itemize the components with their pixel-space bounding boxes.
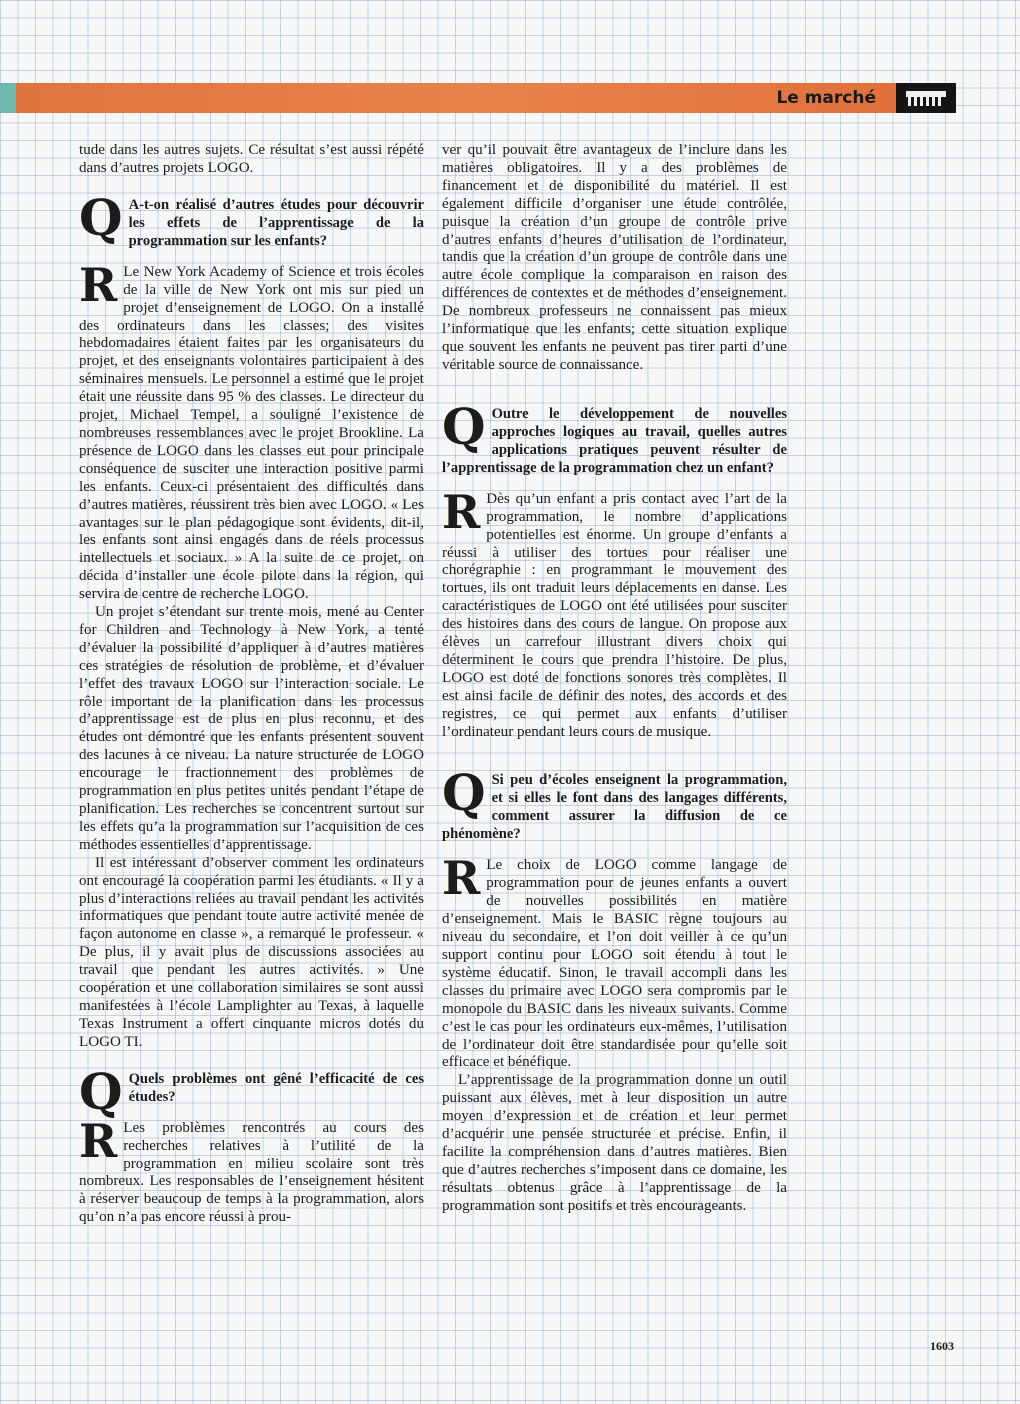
question-2-text: Quels problèmes ont gêné l’efficacité de ces études? (128, 1070, 424, 1105)
answer-1-paragraph-2: Un projet s’étendant sur trente mois, mené au Center for Children and Technology à New York, a tenté d’évaluer la possibilité d’appliquer à d’autres matières ces stratégies de résolution de problème, et d’évaluer l’effet des travaux LOGO sur l’interaction sociale. Le rôle important de la planification dans les processus d’apprentissage est de plus en plus reconnu, et des études ont démontré que les enfants présentent souvent des lacunes à ce niveau. La nature structurée de LOGO encourage le fractionnement des problèmes de programmation en plus petites unités pendant l’étape de planification. Les recherches se concentrent surtout sur les effets qu’a la programmation sur l’acquisition de ces méthodes essentielles d’apprentissage. (79, 604, 424, 853)
answer-2-continued: ver qu’il pouvait être avantageux de l’inclure dans les matières obligatoires. Il y a des problèmes de financement et de disponibilité du matériel. Il est également difficile d’organiser une étude contrôlée, puisque la création d’un groupe de contrôle prive d’autres enfants d’heures d’utilisation de l’ordinateur, tandis que la création d’un groupe de contrôle dans une autre école complique la comparaison en raison des différences de contextes et de méthodes d’enseignement. De nombreux professeurs ne connaissent pas mieux l’informatique que les enfants; cette situation explique que souvent les enfants ne peuvent pas tirer parti d’une véritable source de connaissance. (442, 142, 787, 373)
answer-4-text: Le choix de LOGO comme langage de programmation pour de jeunes enfants a ouvert de nouvelles possibilités en matière d’enseignement. Mais le BASIC règne toujours au niveau du secondaire, et l’on doit veiller à ce qu’un support continu pour LOGO soit étendu à tout le système éducatif. Sinon, le travail accompli dans les classes du primaire avec LOGO sera compromis par le monopole du BASIC dans les niveaux suivants. Comme c’est le cas pour les ordinateurs eux-mêmes, l’utilisation de l’ordinateur doit être standardisée pour qu’elle soit efficace et bénéfique. (442, 857, 787, 1071)
answer-2 (79, 1113, 424, 1227)
intro-paragraph: tude dans les autres sujets. Ce résultat s’est aussi répété dans d’autres projets LOGO. (79, 142, 424, 176)
question-2 (79, 1061, 424, 1121)
section-title: Le marché (776, 88, 876, 108)
drop-cap-q: Q (79, 187, 123, 247)
answer-4-paragraph-2: L’apprentissage de la programmation donne un outil puissant aux élèves, met à leur disposition un autre moyen d’expression et de création et leur permet d’acquérir une pensée structurée et précise. Enfin, il facilite la compréhension dans d’autres matières. Bien que d’autres recherches s’imposent dans ce domaine, les résultats obtenus grâce à l’apprentissage de la programmation sont positifs et très encourageants. (442, 1072, 787, 1214)
answer-2-text: Les problèmes rencontrés au cours des recherches relatives à l’utilité de la programmation en milieu scolaire sont très nombreux. Les responsables de l’enseignement hésitent à réserver beaucoup de temps à la programmation, alors qu’on n’a pas encore réussi à prou- (79, 1119, 424, 1226)
drop-cap-r: R (442, 484, 481, 539)
answer-1-text: Le New York Academy of Science et trois écoles de la ville de New York ont mis sur pied un projet d’enseignement de LOGO. On a installé des ordinateurs dans les classes; des visites hebdomadaires étaient faites par les organisateurs du projet, et des enseignants volontaires participaient à des séminaires mensuels. Le personnel a estimé que le projet était une réussite dans 95 % des classes. Le directeur du projet, Michael Tempel, a souligné l’existence de nombreuses ressemblances avec le projet Brookline. La présence de LOGO dans les classes eut pour principale conséquence de susciter une interaction positive parmi les enfants. Ceux-ci présentaient des difficultés dans d’autres matières, réussirent très bien avec LOGO. « Les avantages sur le plan pédagogique sont évidents, dit-il, les enfants sont ainsi engagés dans de réels processus intellectuels et sociaux. » A la suite de ce projet, on décida d’installer une école pilote dans la région, qui servira de centre de recherche LOGO. (79, 263, 424, 603)
left-column (79, 142, 424, 1227)
page-number: 1603 (930, 1339, 954, 1353)
answer-3-text: Dès qu’un enfant a pris contact avec l’art de la programmation, le nombre d’applications potentielles est énorme. Un groupe d’enfants a réussi à utiliser des tortues pour réaliser une chorégraphie : en programmant le mouvement des tortues, ils ont traduit leurs déplacements en danse. Les caractéristiques de LOGO ont été utilisées pour susciter des histoires dans des cours de langue. On propose aux élèves un carrefour illustrant divers choix qui déterminent le cours que prendra l’histoire. De plus, LOGO est doté de fonctions sonores très complètes. Il est ainsi facile de définir des notes, des accords et des registres, ce qui permet aux enfants d’utiliser l’ordinateur pendant leurs cours de musique. (442, 490, 787, 740)
right-column (442, 142, 787, 1216)
drop-cap-r: R (79, 1113, 118, 1168)
question-3-text: Outre le développement de nouvelles approches logiques au travail, quelles autres applications pratiques peuvent résulter de l’apprentissage de la programmation chez un enfant? (442, 405, 787, 476)
header-accent-strip (0, 83, 16, 113)
question-1 (79, 187, 424, 250)
question-1-text: A-t-on réalisé d’autres études pour découvrir les effets de l’apprentissage de la programmation sur les enfants? (128, 196, 424, 249)
drop-cap-r: R (79, 257, 118, 312)
answer-1 (79, 257, 424, 604)
question-4 (442, 763, 787, 843)
answer-3 (442, 484, 787, 742)
answer-1-paragraph-3: Il est intéressant d’observer comment les ordinateurs ont encouragé la coopération parmi les étudiants. « Il y a plus d’interactions reliées au travail pendant les activités informatiques que pendant toute autre activité menée de façon autonome en classe », a remarqué le professeur. « De plus, il y avait plus de discussions associées au travail que pendant les autres activités. » Une coopération et une collaboration similaires se sont aussi manifestées à l’école Lamplighter au Texas, à laquelle Texas Instrument a offert cinquante micros dotés du LOGO TI. (79, 854, 424, 1050)
drop-cap-q: Q (442, 396, 486, 456)
section-header-band (16, 83, 956, 113)
drop-cap-r: R (442, 851, 481, 906)
answer-4 (442, 851, 787, 1072)
drop-cap-q: Q (79, 1061, 123, 1121)
drop-cap-q: Q (442, 763, 486, 823)
keyboard-logo-icon (896, 83, 956, 113)
question-3 (442, 396, 787, 477)
question-4-text: Si peu d’écoles enseignent la programmation, et si elles le font dans des langages différents, comment assurer la diffusion de ce phénomène? (442, 772, 787, 843)
